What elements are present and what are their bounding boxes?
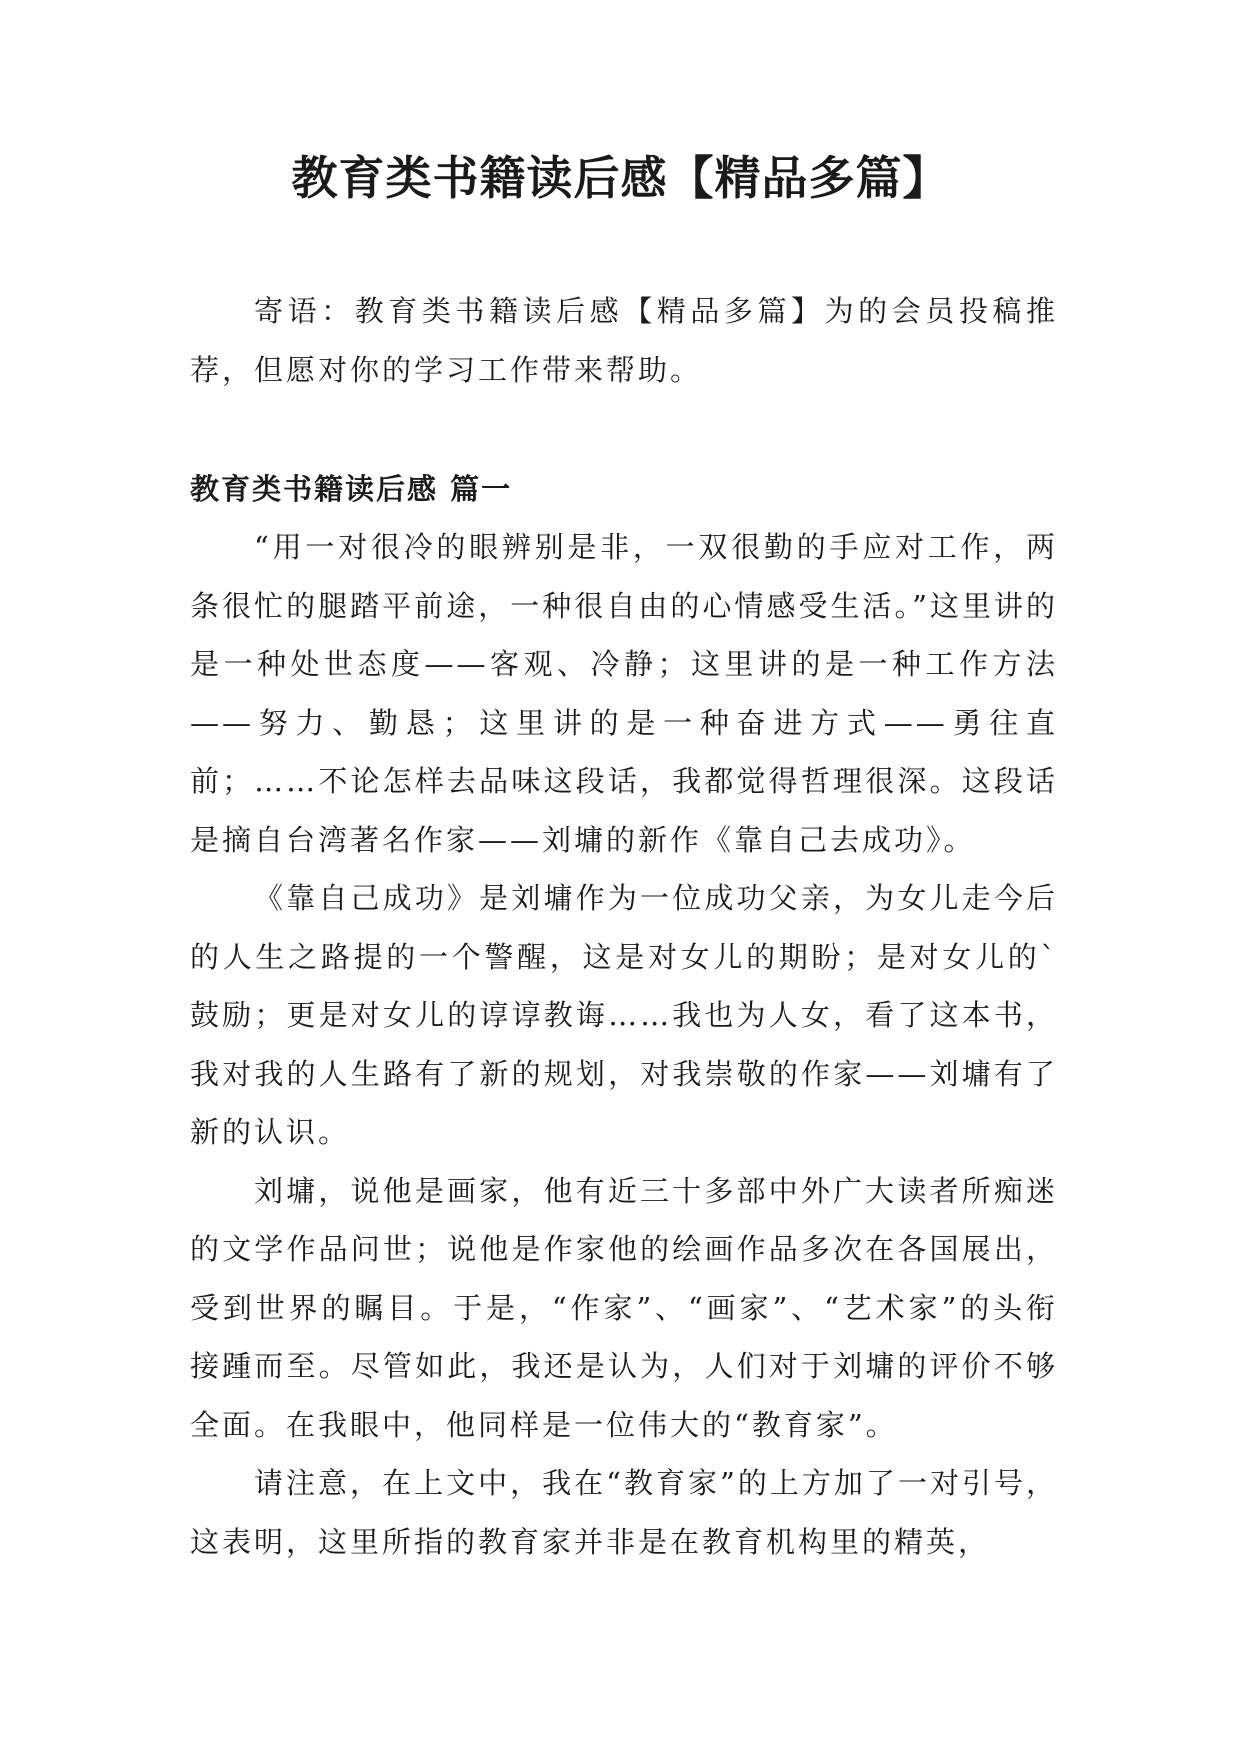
intro-paragraph: 寄语：教育类书籍读后感【精品多篇】为的会员投稿推荐，但愿对你的学习工作带来帮助。 bbox=[190, 294, 1058, 387]
paragraph: 《靠自己成功》是刘墉作为一位成功父亲，为女儿走今后的人生之路提的一个警醒，这是对女儿的期盼；是对女儿的`鼓励；更是对女儿的谆谆教诲……我也为人女，看了这本书，我对我的人生路有了新的规划，对我崇敬的作家——刘墉有了新的认识。 bbox=[190, 881, 1058, 1149]
paragraph: “用一对很冷的眼辨别是非，一双很勤的手应对工作，两条很忙的腿踏平前途，一种很自由的心情感受生活。”这里讲的是一种处世态度——客观、冷静；这里讲的是一种工作方法——努力、勤恳；这里讲的是一种奋进方式——勇往直前；……不论怎样去品味这段话，我都觉得哲理很深。这段话是摘自台湾著名作家——刘墉的新作《靠自己去成功》。 bbox=[190, 530, 1058, 857]
section-heading: 教育类书籍读后感 篇一 bbox=[190, 472, 513, 506]
document-title: 教育类书籍读后感【精品多篇】 bbox=[291, 151, 950, 205]
paragraph: 刘墉，说他是画家，他有近三十多部中外广大读者所痴迷的文学作品问世；说他是作家他的绘画作品多次在各国展出，受到世界的瞩目。于是，“作家”、“画家”、“艺术家”的头衔接踵而至。尽管如此，我还是认为，人们对于刘墉的评价不够全面。在我眼中，他同样是一位伟大的“教育家”。 bbox=[190, 1173, 1058, 1442]
paragraph: 请注意，在上文中，我在“教育家”的上方加了一对引号，这表明，这里所指的教育家并非是在教育机构里的精英， bbox=[190, 1466, 1058, 1559]
article-body bbox=[190, 518, 1058, 1571]
